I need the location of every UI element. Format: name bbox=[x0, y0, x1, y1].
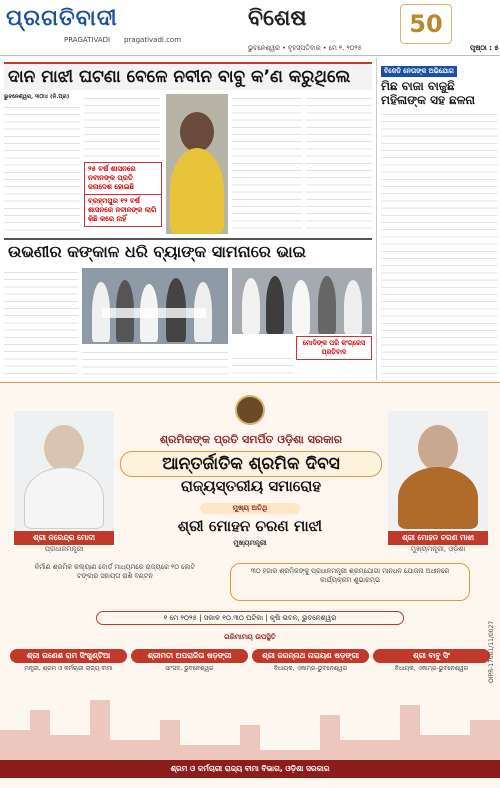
ad-footer: ଶ୍ରମ ଓ କର୍ମଚାରୀ ରାଜ୍ୟ ବୀମା ବିଭାଗ, ଓଡ଼ିଶା ସରକାର bbox=[0, 760, 500, 778]
logo-subtitle: PRAGATIVADI bbox=[64, 36, 111, 44]
right-story-headline-1[interactable]: ମିଛ ବାଜା ବାଜୁଛି bbox=[381, 79, 455, 93]
guest-name: ଶ୍ରୀ ଗଣେଶ ରାମ ସିଂଖୁଣ୍ଟିଆ bbox=[10, 649, 127, 663]
bottom-story-text-3 bbox=[232, 354, 294, 378]
top-story-text-4 bbox=[306, 94, 372, 234]
cm-title: ମୁଖ୍ୟମନ୍ତ୍ରୀ, ଓଡ଼ିଶା bbox=[410, 545, 466, 553]
right-story-kicker: ବିଜେଡି ନେତାଙ୍କ ଅଭିଯୋଗ bbox=[381, 66, 457, 77]
right-story bbox=[376, 58, 498, 380]
pm-photo bbox=[14, 411, 114, 529]
ad-event-subtitle: ରାଜ୍ୟସ୍ତରୀୟ ସମାରୋହ bbox=[181, 477, 321, 495]
chief-guest-name: ଶ୍ରୀ ମୋହନ ଚରଣ ମାଝୀ bbox=[177, 517, 323, 535]
newspaper-logo[interactable]: ପ୍ରଗତିବାଦୀ bbox=[6, 6, 118, 31]
bottom-story-header bbox=[4, 238, 372, 264]
guest-name: ଶ୍ରୀ ଜଗନ୍ନାଥ ନାରାୟଣ ଷଡ଼ଙ୍ଗୀ bbox=[252, 649, 369, 663]
guest-card bbox=[131, 649, 248, 689]
top-story-text-1 bbox=[4, 103, 80, 233]
guest-role: ସାଂସଦ, ଭୁବନେଶ୍ୱର bbox=[165, 665, 214, 672]
protest-photo bbox=[82, 268, 228, 344]
pm-title: ପ୍ରଧାନମନ୍ତ୍ରୀ bbox=[44, 545, 84, 553]
guest-card bbox=[373, 649, 490, 689]
pullquote-1: ୨୫ ବର୍ଷ ଶାସନରେ ନବୀନଙ୍କ ପ୍ରତି ଜନାଦେଶ ହୋଇଛି bbox=[84, 162, 162, 195]
guest-card bbox=[252, 649, 369, 689]
bottom-story-text-1 bbox=[4, 268, 78, 378]
chief-guest-label: ମୁଖ୍ୟ ଅତିଥି bbox=[200, 503, 300, 514]
honour-label: ଗରିମାମୟ ଉପସ୍ଥିତି bbox=[224, 633, 276, 641]
bottom-story-text-2 bbox=[82, 348, 228, 378]
ad-event-title: ଆନ୍ତର୍ଜାତିକ ଶ୍ରମିକ ଦିବସ bbox=[120, 451, 382, 477]
top-story-text-3 bbox=[232, 94, 302, 234]
guest-card bbox=[10, 649, 127, 689]
ad-tagline: ଶ୍ରମିକଙ୍କ ପ୍ରତି ସମର୍ପିତ ଓଡ଼ିଶା ସରକାର bbox=[159, 433, 343, 446]
pullquote-2: ବ୍ରହ୍ମପୁର ୧୨ ବର୍ଷ ଶାସନରେ ନବୀନଙ୍କ ଲାଗି କିଛି କରେ ନାହିଁ bbox=[84, 194, 162, 227]
worker-silhouettes bbox=[0, 690, 500, 760]
page-number: ପୃଷ୍ଠା : ୫ bbox=[470, 44, 499, 52]
chief-guest-title: ମୁଖ୍ୟମନ୍ତ୍ରୀ bbox=[233, 539, 267, 547]
section-title: ବିଶେଷ bbox=[248, 6, 307, 31]
guest-name: ଶ୍ରୀ ବାବୁ ସିଂ bbox=[373, 649, 490, 663]
top-story-headline[interactable]: ଦାନ ମାଝୀ ଘଟଣା ବେଳେ ନବୀନ ବାବୁ କ’ଣ କରୁଥିଲେ bbox=[8, 67, 351, 87]
bottom-story-caption: ମୋଦିଙ୍କ ପରି କଂଗ୍ରେସ ପ୍ରତିବାଦ bbox=[296, 336, 372, 360]
bottom-story-headline[interactable]: ଉଭଣୀର କଙ୍କାଳ ଧରି ବ୍ୟାଙ୍କ ସାମନାରେ ଭାଇ bbox=[8, 242, 306, 261]
right-story-body bbox=[381, 110, 498, 390]
guest-name: ଶ୍ରୀମତୀ ଅପରାଜିତା ଷଡ଼ଙ୍ଗୀ bbox=[131, 649, 248, 663]
masthead bbox=[0, 0, 500, 56]
right-story-headline-2[interactable]: ମହିଳାଙ୍କ ସହ ଛଳନା bbox=[381, 93, 476, 107]
cm-name: ଶ୍ରୀ ମୋହନ ଚରଣ ମାଝୀ bbox=[388, 531, 488, 545]
anniversary-badge: 50 bbox=[400, 4, 452, 44]
top-story-header bbox=[4, 62, 372, 90]
guest-list bbox=[10, 649, 490, 689]
guest-role: ବିଧାୟକ, ଏକାମ୍ର-ଭୁବନେଶ୍ୱର bbox=[394, 665, 469, 672]
cm-photo bbox=[388, 411, 488, 529]
odisha-emblem-icon bbox=[235, 395, 265, 425]
guest-role: ମନ୍ତ୍ରୀ, ଶ୍ରମ ଓ କର୍ମଚାରୀ ରାଜ୍ୟ ବୀମା bbox=[24, 665, 113, 672]
site-url[interactable]: pragativadi.com bbox=[124, 36, 182, 44]
top-story-byline: ଭୁବନେଶ୍ୱର, ୩୦ା୪ (ନି.ପ୍ର) bbox=[4, 94, 70, 100]
pm-name: ଶ୍ରୀ ନରେନ୍ଦ୍ର ମୋଦୀ bbox=[14, 531, 114, 545]
protest-photo-2 bbox=[232, 268, 372, 334]
top-story-text-2 bbox=[84, 94, 160, 160]
ad-code: OIPR-17001/11/0027 bbox=[488, 620, 495, 683]
guest-role: ବିଧାୟକ, ଏକାମ୍ର-ଭୁବନେଶ୍ୱର bbox=[273, 665, 348, 672]
top-story-col-1 bbox=[4, 94, 80, 234]
benefit-left: ନିର୍ମାଣ ଶ୍ରମିକ କଲ୍ୟାଣ ବୋର୍ଡ ମାଧ୍ୟମରେ ରାଜ୍ୟରେ ୧୦ କୋଟି ଟଙ୍କାର ସହାୟତା ରାଶି ବଣ୍ଟନ bbox=[34, 563, 196, 580]
dateline: ଭୁବନେଶ୍ୱର • ବୃହସ୍ପତିବାର • ମେ ୧, ୨୦୨୫ bbox=[248, 44, 362, 52]
event-details: ୧ ମେ ୨୦୨୫ | ସକାଳ ୧୦.୩୦ ଘଟିକା | କୃଷି ଭବନ, ଭୁବନେଶ୍ୱର bbox=[96, 611, 404, 625]
benefit-right: ୩୦ ହଜାର ଶ୍ରମିକଙ୍କୁ ପ୍ରଧାନମନ୍ତ୍ରୀ ଶ୍ରମଯୋଗୀ ମାନଧନ ଯୋଜନା ଅଧୀନରେ କାର୍ଯ୍ୟକ୍ରମ ଶୁଭାରମ୍ଭ bbox=[230, 563, 470, 601]
politician-photo bbox=[166, 94, 228, 234]
